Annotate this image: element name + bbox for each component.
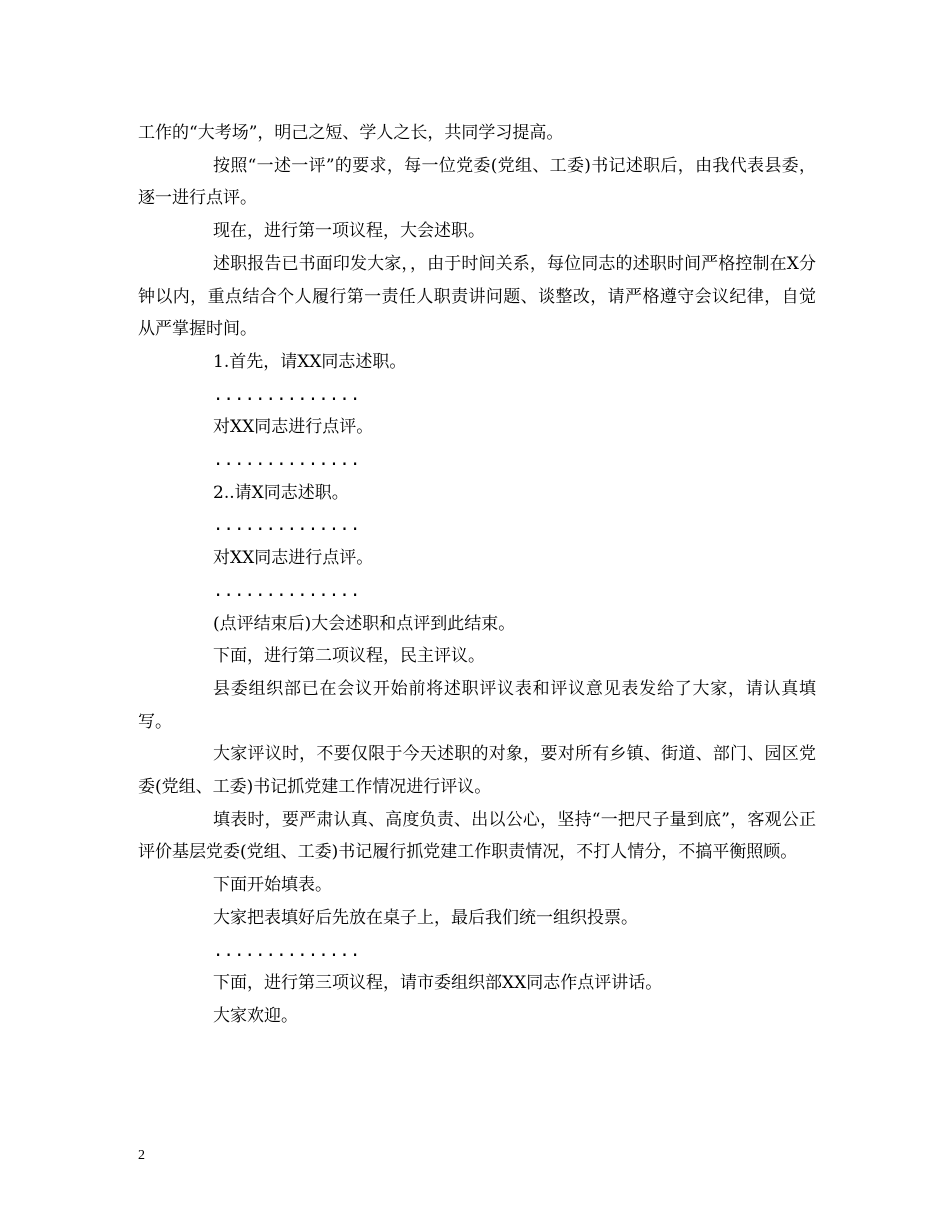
paragraph-review-end: (点评结束后)大会述职和点评到此结束。 xyxy=(213,613,516,634)
paragraph-welcome: 大家欢迎。 xyxy=(213,1005,298,1026)
paragraph-agenda-two: 下面，进行第二项议程，民主评议。 xyxy=(213,646,485,667)
paragraph-report-rules: 述职报告已书面印发大家，，由于时间关系，每位同志的述职时间严格控制在X分钟以内，重点结合个人履行第一责任人职责讲问题、谈整改，请严格遵守会议纪律，自觉从严掌握时间。 xyxy=(138,253,816,340)
ellipsis-line: .............. xyxy=(213,384,361,405)
paragraph-first-comment: 对XX同志进行点评。 xyxy=(213,417,374,438)
paragraph-continuation: 工作的“大考场”，明己之短、学人之长，共同学习提高。 xyxy=(138,123,564,143)
paragraph-second-comment: 对XX同志进行点评。 xyxy=(213,548,374,569)
ellipsis-line: .............. xyxy=(213,450,361,471)
paragraph-agenda-three: 下面，进行第三项议程，请市委组织部XX同志作点评讲话。 xyxy=(213,973,663,994)
document-body xyxy=(138,117,816,1033)
paragraph-first-report: 1.首先，请XX同志述职。 xyxy=(213,351,407,372)
paragraph-agenda-one: 现在，进行第一项议程，大会述职。 xyxy=(213,221,485,242)
paragraph-filling-rules: 填表时，要严肃认真、高度负责、出以公心，坚持“一把尺子量到底”，客观公正评价基层党委(党组、工委)书记履行抓党建工作职责情况，不打人情分，不搞平衡照顾。 xyxy=(138,809,816,863)
paragraph-voting: 大家把表填好后先放在桌子上，最后我们统一组织投票。 xyxy=(213,907,638,928)
paragraph-start-filling: 下面开始填表。 xyxy=(213,875,332,896)
paragraph-evaluation-scope: 大家评议时，不要仅限于今天述职的对象，要对所有乡镇、街道、部门、园区党委(党组、工委)书记抓党建工作情况进行评议。 xyxy=(138,744,816,798)
ellipsis-line: .............. xyxy=(213,580,361,601)
paragraph-forms-distributed: 县委组织部已在会议开始前将述职评议表和评议意见表发给了大家，请认真填写。 xyxy=(138,678,816,732)
page-number: 2 xyxy=(138,1148,145,1163)
ellipsis-line: .............. xyxy=(213,940,361,961)
paragraph-review-requirement: 按照“一述一评”的要求，每一位党委(党组、工委)书记述职后，由我代表县委，逐一进行点评。 xyxy=(138,155,816,209)
paragraph-second-report: 2..请X同志述职。 xyxy=(213,482,349,503)
ellipsis-line: .............. xyxy=(213,515,361,536)
